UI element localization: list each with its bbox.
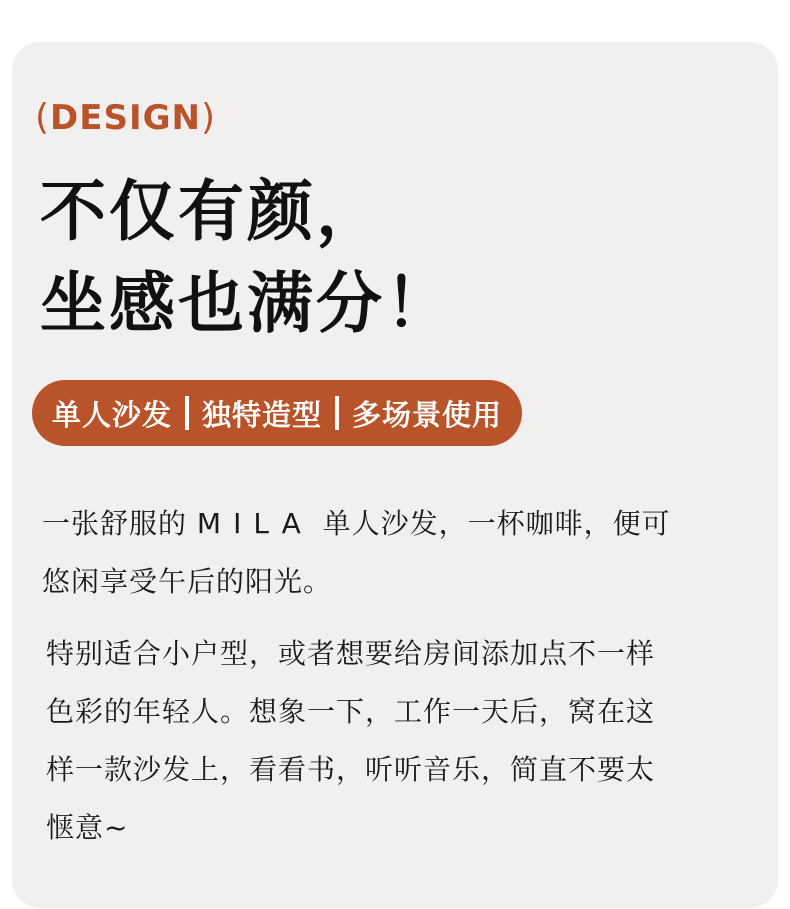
brand-name: MILA	[196, 507, 313, 540]
section-tag-close-paren: )	[201, 97, 217, 138]
feature-divider	[185, 396, 189, 430]
intro-line-1-start: 一张舒服的	[42, 507, 197, 540]
section-tag-open-paren: (	[35, 97, 51, 138]
description-line-3: 样一款沙发上，看看书，听听音乐，简直不要太	[46, 753, 656, 786]
headline	[40, 166, 454, 350]
feature-item: 独特造型	[202, 397, 323, 432]
description-paragraph	[46, 625, 655, 857]
feature-pill	[32, 380, 522, 446]
intro-line-1-end: 单人沙发，一杯咖啡，便可	[312, 507, 671, 540]
intro-line-2: 悠闲享受午后的阳光。	[42, 565, 333, 598]
description-line-1: 特别适合小户型，或者想要给房间添加点不一样	[46, 637, 656, 670]
feature-item: 单人沙发	[52, 397, 173, 432]
section-tag	[35, 98, 216, 138]
headline-line-2: 坐感也满分！	[40, 265, 454, 342]
intro-line-1	[42, 495, 671, 553]
intro-paragraph	[42, 495, 671, 611]
feature-divider	[335, 396, 339, 430]
section-tag-label: DESIGN	[50, 98, 201, 138]
headline-line-1: 不仅有颜，	[40, 173, 385, 250]
feature-item: 多场景使用	[352, 397, 503, 432]
description-line-4: 惬意~	[46, 811, 129, 844]
description-line-2: 色彩的年轻人。想象一下，工作一天后，窝在这	[46, 695, 656, 728]
